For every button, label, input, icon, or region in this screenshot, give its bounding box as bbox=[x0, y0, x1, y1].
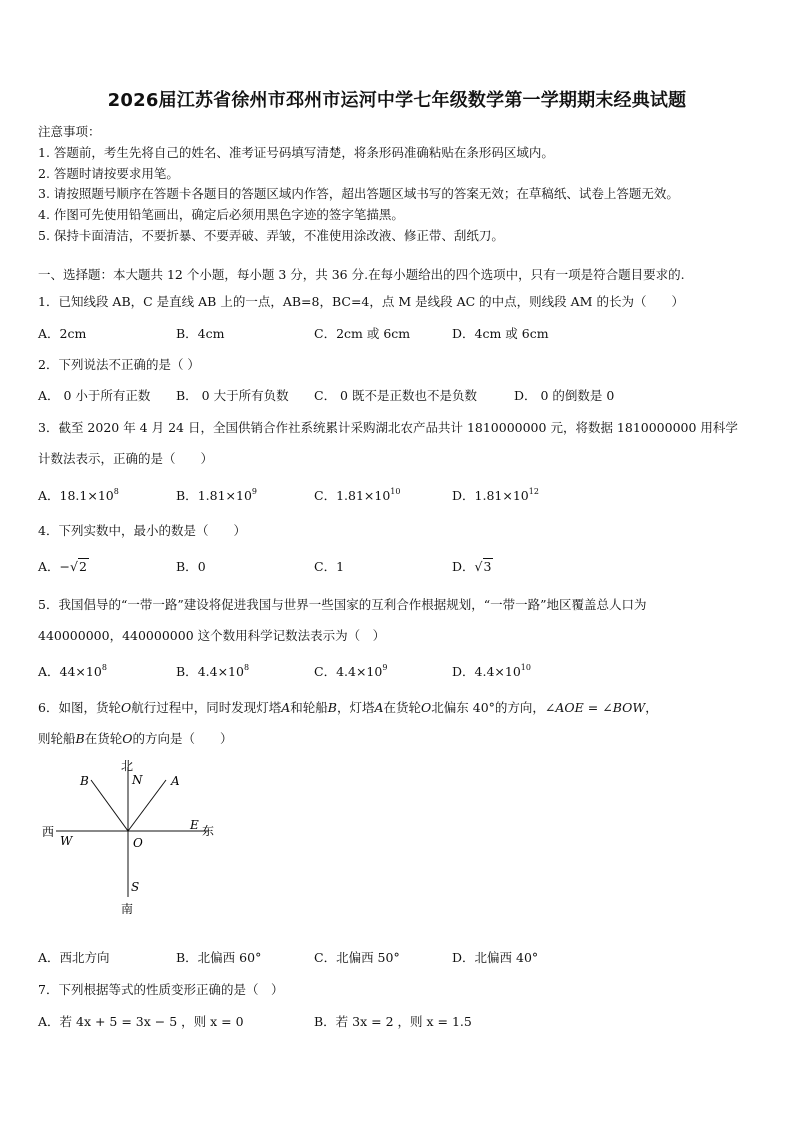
option-label: A． bbox=[38, 664, 60, 679]
q1-option-a: A．2cm bbox=[38, 326, 87, 341]
q4-option-c bbox=[314, 557, 344, 575]
stem-text: 的方向是（ ） bbox=[132, 731, 233, 746]
e-label: E bbox=[190, 818, 199, 832]
q2-option-c: C． 0 既不是正数也不是负数 bbox=[314, 388, 477, 403]
q6-option-a: A．西北方向 bbox=[38, 950, 110, 965]
east-label: 东 bbox=[202, 824, 215, 838]
option-label: A． bbox=[38, 559, 60, 574]
q6-option-d: D．北偏西 40° bbox=[452, 950, 539, 965]
stem-text: 在货轮 bbox=[84, 731, 123, 746]
note-item: 1. 答题前，考生先将自己的姓名、准考证号码填写清楚，将条形码准确粘贴在条形码区域内。 bbox=[38, 145, 554, 160]
q2-option-a: A． 0 小于所有正数 bbox=[38, 388, 151, 403]
option-label: B． bbox=[176, 488, 198, 503]
question-7-stem: 7．下列根据等式的性质变形正确的是（ ） bbox=[38, 982, 284, 997]
ray-ob bbox=[91, 780, 128, 831]
q3-option-c bbox=[314, 486, 400, 504]
minus-sign: − bbox=[59, 559, 71, 574]
w-label: W bbox=[60, 834, 73, 848]
option-mantissa: 4.4×10 bbox=[474, 664, 521, 679]
q5-option-d bbox=[452, 662, 531, 680]
q4-option-a bbox=[38, 557, 89, 575]
ray-oa bbox=[128, 780, 166, 831]
west-label: 西 bbox=[42, 825, 55, 839]
note-item: 3. 请按照题号顺序在答题卡各题目的答题区域内作答，超出答题区域书写的答案无效；在草稿纸、试卷上答题无效。 bbox=[38, 186, 679, 201]
radicand: 3 bbox=[483, 559, 492, 574]
option-exponent: 10 bbox=[390, 487, 401, 496]
option-mantissa: 18.1×10 bbox=[59, 488, 114, 503]
q3-option-d bbox=[452, 486, 539, 504]
note-item: 4. 作图可先使用铅笔画出，确定后必须用黑色字迹的签字笔描黑。 bbox=[38, 207, 404, 222]
point-o: O bbox=[122, 731, 133, 746]
q1-option-d: D．4cm 或 6cm bbox=[452, 326, 549, 341]
option-mantissa: 1.81×10 bbox=[336, 488, 391, 503]
option-exponent: 12 bbox=[528, 487, 539, 496]
point-o: O bbox=[421, 700, 432, 715]
radicand: 2 bbox=[78, 559, 87, 574]
o-label: O bbox=[133, 836, 143, 850]
q3-option-a bbox=[38, 486, 119, 504]
option-exponent: 10 bbox=[520, 663, 531, 672]
n-label: N bbox=[132, 773, 143, 787]
question-4-stem: 4．下列实数中，最小的数是（ ） bbox=[38, 523, 246, 538]
q7-option-a: A．若 4x + 5 = 3x − 5 ，则 x = 0 bbox=[38, 1014, 244, 1029]
option-label: D． bbox=[452, 559, 475, 574]
option-label: A． bbox=[38, 488, 60, 503]
q5-option-a bbox=[38, 662, 107, 680]
option-mantissa: 4.4×10 bbox=[336, 664, 383, 679]
q5-option-b bbox=[176, 662, 249, 680]
option-mantissa: 4.4×10 bbox=[197, 664, 244, 679]
q6-option-b: B．北偏西 60° bbox=[176, 950, 262, 965]
question-3-stem-line1: 3．截至 2020 年 4 月 24 日，全国供销合作社系统累计采购湖北农产品共计 1810000000 元，将数据 1810000000 用科学 bbox=[38, 420, 738, 435]
question-2-stem: 2．下列说法不正确的是（ ） bbox=[38, 357, 200, 372]
q7-option-b: B．若 3x = 2 ，则 x = 1.5 bbox=[314, 1014, 472, 1029]
b-label: B bbox=[80, 774, 89, 788]
option-exponent: 8 bbox=[113, 487, 119, 496]
q6-option-c: C．北偏西 50° bbox=[314, 950, 400, 965]
question-5-stem-line1: 5．我国倡导的“一带一路”建设将促进我国与世界一些国家的互利合作根据规划，“一带一路”地区覆盖总人口为 bbox=[38, 597, 647, 612]
q1-option-b: B．4cm bbox=[176, 326, 225, 341]
point-b: B bbox=[75, 731, 85, 746]
question-6-stem-line2 bbox=[38, 729, 232, 747]
option-mantissa: 1.81×10 bbox=[197, 488, 252, 503]
stem-text: 在货轮 bbox=[383, 700, 422, 715]
q2-option-b: B． 0 大于所有负数 bbox=[176, 388, 289, 403]
page-title: 2026届江苏省徐州市邳州市运河中学七年级数学第一学期期末经典试题 bbox=[107, 90, 687, 111]
stem-text: 和轮船 bbox=[290, 700, 328, 715]
option-label: D． bbox=[452, 488, 475, 503]
section-heading: 一、选择题：本大题共 12 个小题，每小题 3 分，共 36 分.在每小题给出的四个选项中，只有一项是符合题目要求的. bbox=[38, 267, 685, 282]
stem-text: ，灯塔 bbox=[336, 700, 375, 715]
question-6-stem-line1 bbox=[38, 698, 658, 716]
note-item: 2. 答题时请按要求用笔。 bbox=[38, 166, 179, 181]
radical-sign: √ bbox=[70, 559, 78, 574]
q4-option-b bbox=[176, 557, 206, 575]
option-value: 0 bbox=[197, 559, 206, 574]
option-label: C． bbox=[314, 664, 337, 679]
point-b: B bbox=[327, 700, 337, 715]
option-label: B． bbox=[176, 559, 198, 574]
a-label: A bbox=[171, 774, 180, 788]
option-label: B． bbox=[176, 664, 198, 679]
square-root bbox=[70, 559, 89, 574]
q5-option-c bbox=[314, 662, 387, 680]
notes-heading: 注意事项： bbox=[38, 124, 101, 139]
option-label: C． bbox=[314, 559, 337, 574]
compass-diagram bbox=[38, 755, 228, 920]
option-mantissa: 1.81×10 bbox=[474, 488, 529, 503]
stem-text: 航行过程中，同时发现灯塔 bbox=[131, 700, 282, 715]
option-exponent: 9 bbox=[382, 663, 388, 672]
south-label: 南 bbox=[121, 902, 134, 916]
option-mantissa: 44×10 bbox=[59, 664, 102, 679]
stem-text: 北偏东 40°的方向， bbox=[431, 700, 545, 715]
q2-option-d: D． 0 的倒数是 0 bbox=[514, 388, 615, 403]
stem-text: 6．如图，货轮 bbox=[38, 700, 121, 715]
point-a: A bbox=[374, 700, 384, 715]
square-root bbox=[475, 559, 494, 574]
option-label: C． bbox=[314, 488, 337, 503]
stem-text: ， bbox=[645, 700, 658, 715]
radical-sign: √ bbox=[474, 559, 483, 574]
q3-option-b bbox=[176, 486, 257, 504]
question-1-stem: 1．已知线段 AB，C 是直线 AB 上的一点，AB=8，BC=4，点 M 是线段 AC 的中点，则线段 AM 的长为（ ） bbox=[38, 294, 684, 309]
north-label: 北 bbox=[121, 759, 134, 773]
q1-option-c: C．2cm 或 6cm bbox=[314, 326, 411, 341]
question-5-stem-line2: 440000000，440000000 这个数用科学记数法表示为（ ） bbox=[38, 628, 386, 643]
s-label: S bbox=[131, 880, 140, 894]
option-exponent: 8 bbox=[243, 663, 250, 672]
note-item: 5. 保持卡面清洁，不要折暴、不要弄破、弄皱，不准使用涂改液、修正带、刮纸刀。 bbox=[38, 228, 504, 243]
q4-option-d bbox=[452, 557, 493, 575]
question-3-stem-line2: 计数法表示，正确的是（ ） bbox=[38, 451, 214, 466]
stem-text: 则轮船 bbox=[38, 731, 76, 746]
option-value: 1 bbox=[336, 559, 345, 574]
angle-expression: ∠AOE = ∠BOW bbox=[544, 700, 646, 715]
option-exponent: 9 bbox=[251, 487, 257, 496]
option-label: D． bbox=[452, 664, 475, 679]
option-exponent: 8 bbox=[101, 663, 107, 672]
point-a: A bbox=[281, 700, 291, 715]
point-o: O bbox=[120, 700, 132, 715]
